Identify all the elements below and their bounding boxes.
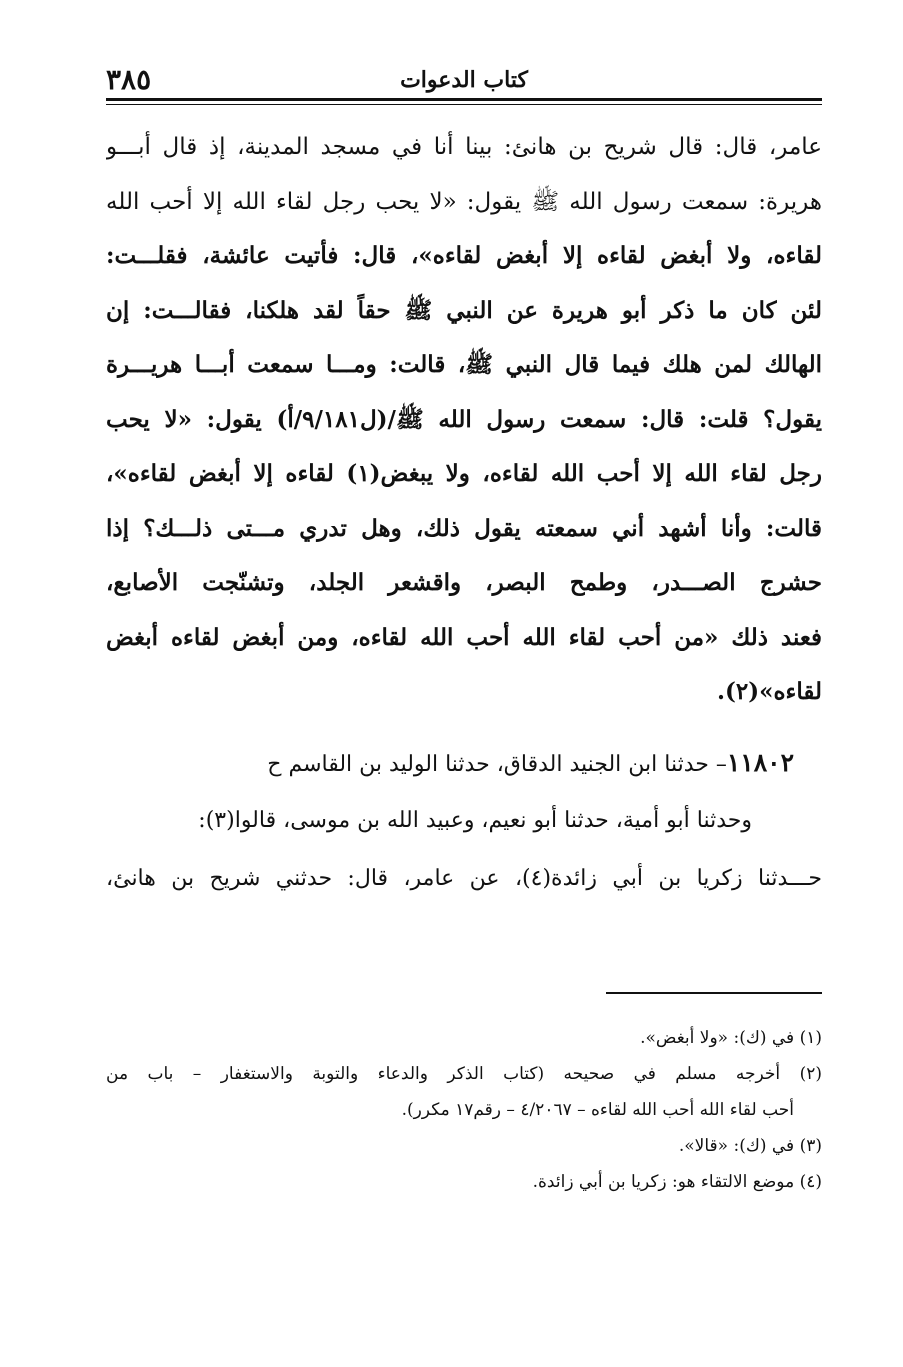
footnote-2-continued: أحب لقاء الله أحب الله لقاءه – ٤/٢٠٦٧ – رقم١٧ مكرر).: [401, 1100, 794, 1120]
page-header: [106, 62, 822, 98]
header-rule-thick: [106, 98, 822, 101]
text-line: حشرج الصـــدر، وطمح البصر، واقشعر الجلد، وتشنّجت الأصابع،: [106, 569, 822, 596]
text-line: عامر، قال: قال شريح بن هانئ: بينا أنا في مسجد المدينة، إذ قال أبـــو: [106, 134, 822, 160]
footnote-2: (٢) أخرجه مسلم في صحيحه (كتاب الذكر والدعاء والتوبة والاستغفار – باب من: [106, 1064, 822, 1084]
text-line: فعند ذلك «من أحب لقاء الله أحب الله لقاءه، ومن أبغض لقاءه أبغض: [106, 623, 822, 651]
text-line: الهالك لمن هلك فيما قال النبي ﷺ، قالت: ومـــا سمعت أبـــا هريـــرة: [106, 351, 822, 378]
hadith-heading-line: [106, 734, 822, 792]
footnotes: [106, 1020, 822, 1200]
hadith-number: ١١٨٠٢: [726, 747, 794, 777]
page-number: ٣٨٥: [106, 63, 152, 96]
text-line: قالت: وأنا أشهد أني سمعته يقول ذلك، وهل تدري مـــتى ذلـــك؟ إذا: [106, 514, 822, 542]
text-line: لئن كان ما ذكر أبو هريرة عن النبي ﷺ حقاً لقد هلكنا، فقالـــت: إن: [106, 296, 822, 324]
main-text: [106, 120, 822, 908]
text-line: لقاءه»(٢).: [716, 678, 822, 705]
text-line: يقول؟ قلت: قال: سمعت رسول الله ﷺ/(ل٩/١٨١/أ) يقول: «لا يحب: [106, 405, 822, 433]
text-line: هريرة: سمعت رسول الله ﷺ يقول: «لا يحب رجل لقاء الله إلا أحب الله: [106, 188, 822, 215]
paragraph-gap: [106, 720, 822, 734]
running-title: كتاب الدعوات: [400, 67, 528, 93]
footnote-1: (١) في (ك): «ولا أبغض».: [640, 1028, 822, 1048]
hadith-text: – حدثنا ابن الجنيد الدقاق، حدثنا الوليد بن القاسم ح: [267, 751, 727, 777]
hadith-text-line: حـــدثنا زكريا بن أبي زائدة(٤)، عن عامر، قال: حدثني شريح بن هانئ،: [106, 865, 822, 891]
footnote-3: (٣) في (ك): «قالا».: [678, 1136, 822, 1156]
text-line: لقاءه، ولا أبغض لقاءه إلا أبغض لقاءه»، قال: فأتيت عائشة، فقلـــت:: [106, 242, 822, 269]
footnote-separator: [606, 992, 822, 994]
text-line: رجل لقاء الله إلا أحب الله لقاءه، ولا يبغض(١) لقاءه إلا أبغض لقاءه»،: [106, 460, 822, 487]
footnote-4: (٤) موضع الالتقاء هو: زكريا بن أبي زائدة.: [532, 1172, 822, 1192]
hadith-text-line: وحدثنا أبو أمية، حدثنا أبو نعيم، وعبيد الله بن موسى، قالوا(٣):: [198, 807, 752, 833]
header-rule-thin: [106, 104, 822, 105]
